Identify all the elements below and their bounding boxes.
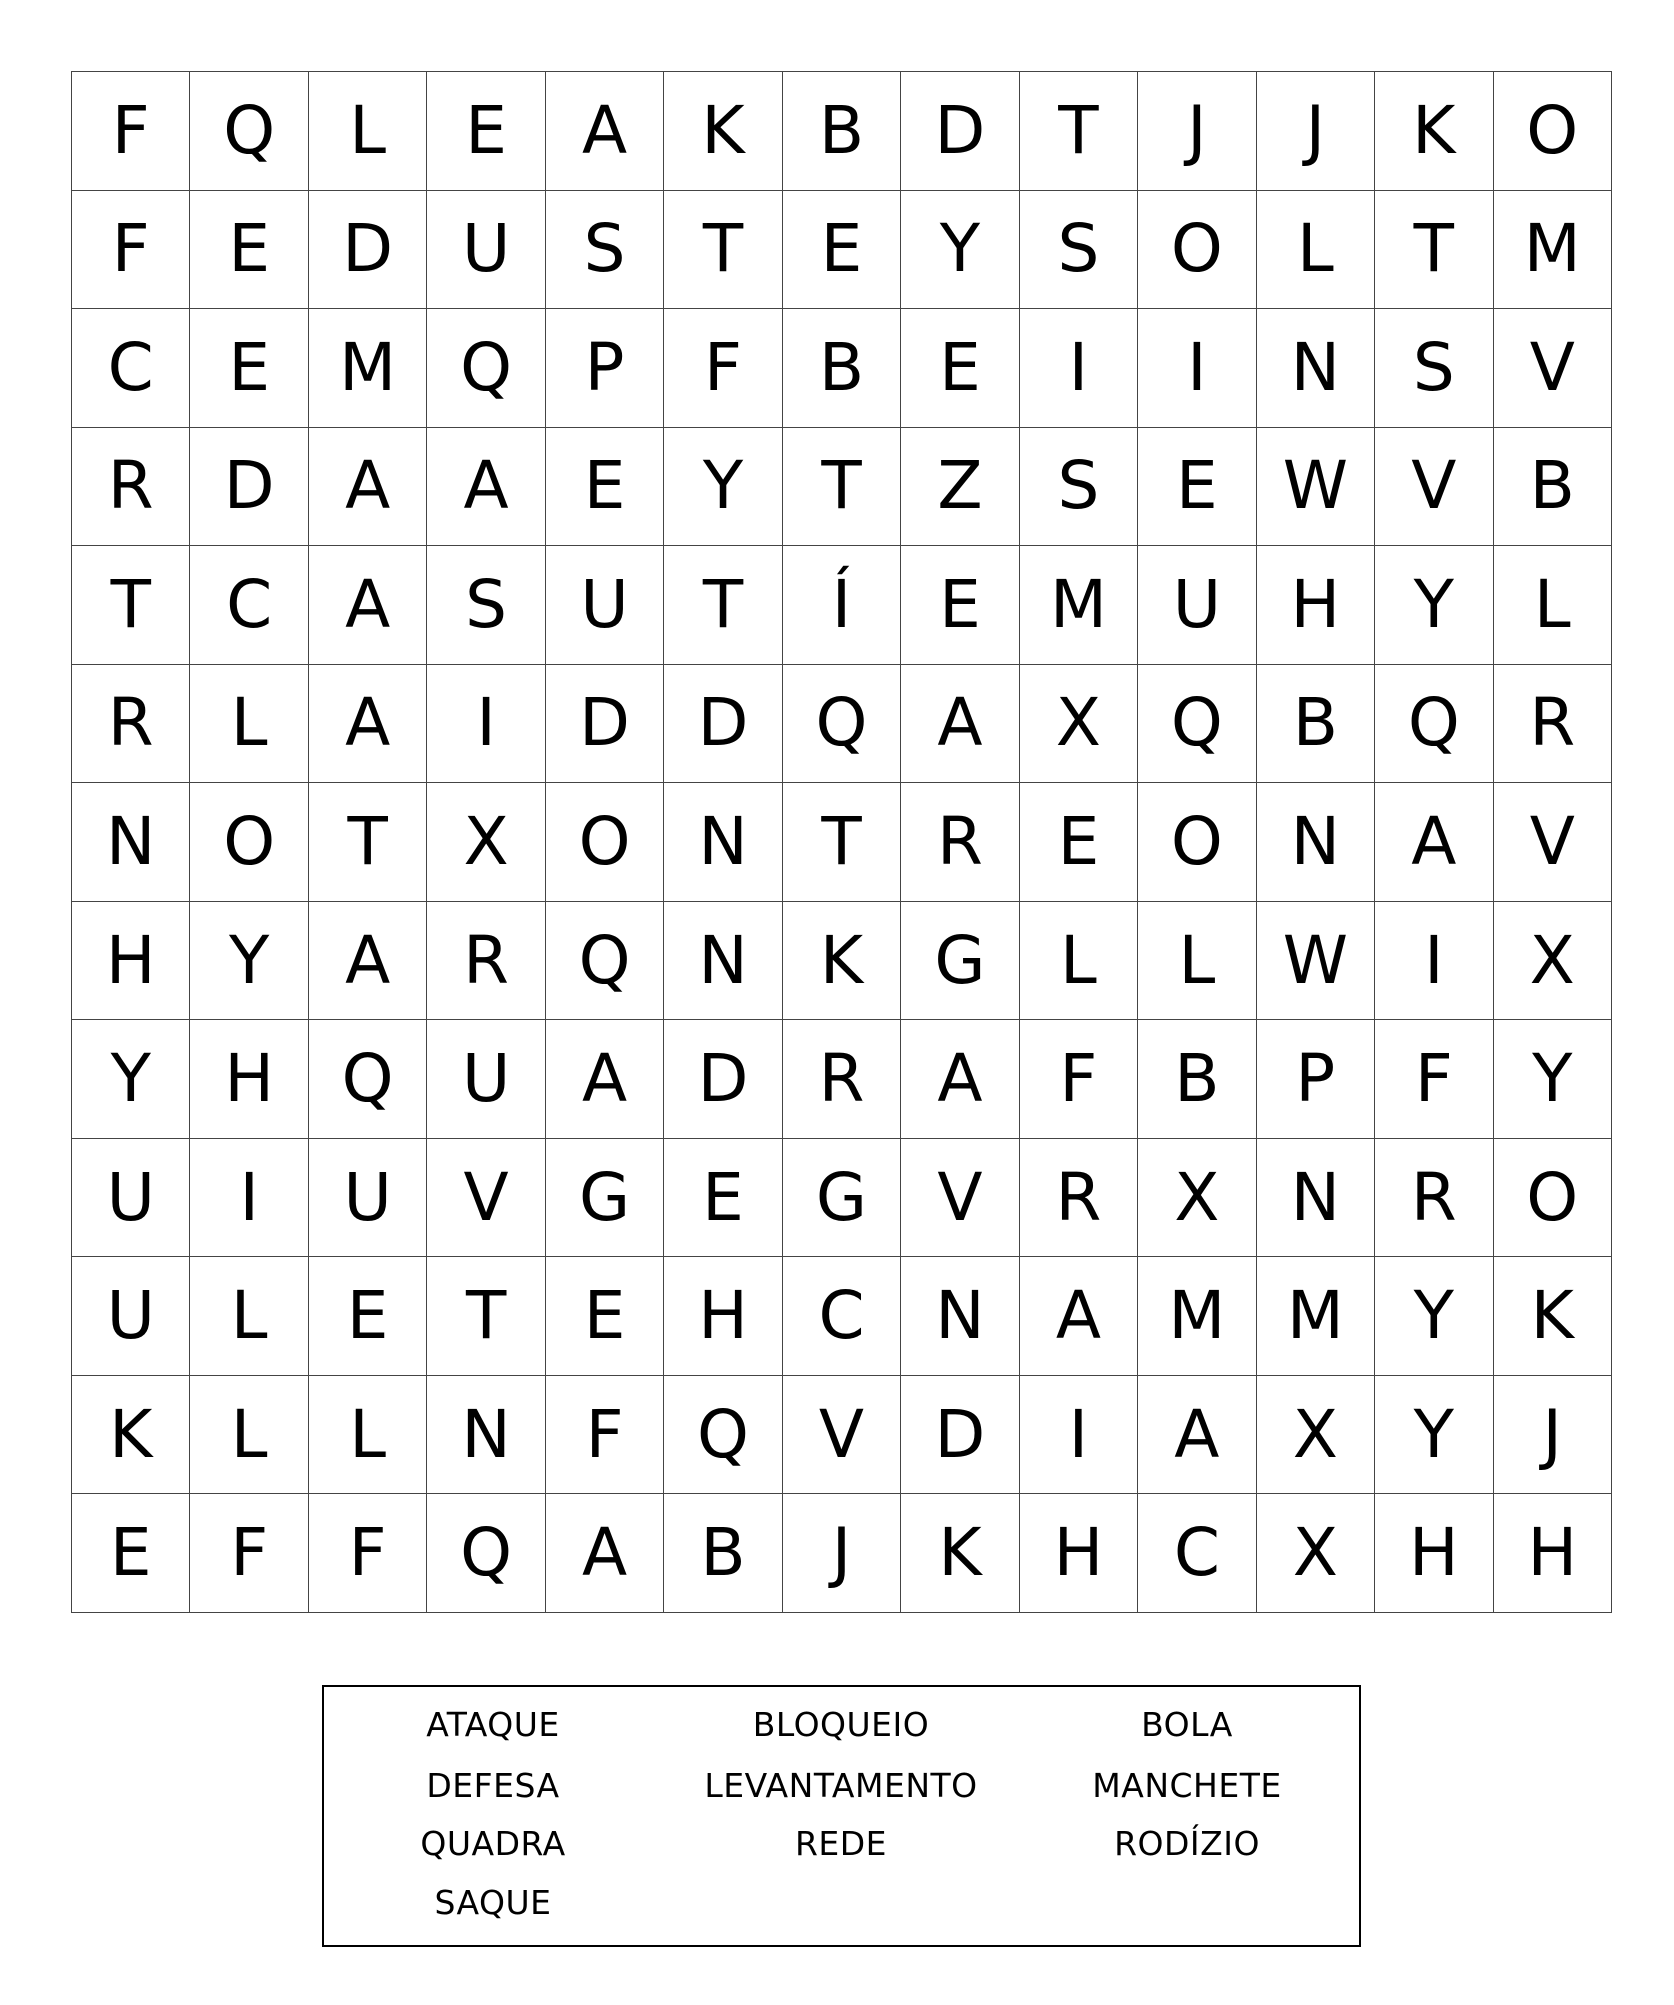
grid-cell[interactable]: L — [1494, 546, 1612, 665]
grid-cell[interactable]: E — [190, 191, 308, 310]
grid-cell[interactable]: J — [1257, 72, 1375, 191]
grid-cell[interactable]: J — [783, 1494, 901, 1613]
grid-cell[interactable]: R — [72, 428, 190, 547]
grid-cell[interactable]: H — [1375, 1494, 1493, 1613]
grid-cell[interactable]: Y — [901, 191, 1019, 310]
grid-cell[interactable]: E — [427, 72, 545, 191]
grid-cell[interactable]: N — [1257, 783, 1375, 902]
grid-cell[interactable]: E — [1020, 783, 1138, 902]
grid-cell[interactable]: F — [1375, 1020, 1493, 1139]
grid-cell[interactable]: Q — [427, 309, 545, 428]
grid-cell[interactable]: U — [427, 191, 545, 310]
grid-cell[interactable]: O — [1138, 191, 1256, 310]
grid-cell[interactable]: K — [664, 72, 782, 191]
grid-cell[interactable]: A — [1138, 1376, 1256, 1495]
word-list-box — [322, 1685, 1361, 1947]
grid-cell[interactable]: E — [664, 1139, 782, 1258]
grid-cell[interactable]: U — [72, 1139, 190, 1258]
grid-cell[interactable]: B — [1257, 665, 1375, 784]
grid-cell[interactable]: M — [1257, 1257, 1375, 1376]
grid-cell[interactable]: W — [1257, 428, 1375, 547]
grid-cell[interactable]: Y — [664, 428, 782, 547]
grid-cell[interactable]: E — [783, 191, 901, 310]
grid-cell[interactable]: E — [190, 309, 308, 428]
word-list-item: BOLA — [1141, 1705, 1233, 1744]
grid-cell[interactable]: T — [1020, 72, 1138, 191]
grid-cell[interactable]: A — [309, 546, 427, 665]
grid-cell[interactable]: A — [427, 428, 545, 547]
grid-cell[interactable]: L — [1020, 902, 1138, 1021]
grid-cell[interactable]: T — [427, 1257, 545, 1376]
grid-cell[interactable]: F — [72, 191, 190, 310]
grid-cell[interactable]: O — [1138, 783, 1256, 902]
grid-cell[interactable]: V — [783, 1376, 901, 1495]
grid-cell[interactable]: O — [1494, 1139, 1612, 1258]
grid-cell[interactable]: M — [1020, 546, 1138, 665]
grid-cell[interactable]: R — [1375, 1139, 1493, 1258]
grid-cell[interactable]: A — [901, 1020, 1019, 1139]
grid-cell[interactable]: Y — [1494, 1020, 1612, 1139]
word-list-item: SAQUE — [434, 1883, 552, 1922]
grid-cell[interactable]: K — [901, 1494, 1019, 1613]
grid-cell[interactable]: F — [664, 309, 782, 428]
grid-cell[interactable]: N — [664, 783, 782, 902]
grid-cell[interactable]: Z — [901, 428, 1019, 547]
grid-cell[interactable]: K — [1494, 1257, 1612, 1376]
grid-cell[interactable]: K — [72, 1376, 190, 1495]
grid-cell[interactable]: H — [72, 902, 190, 1021]
grid-cell[interactable]: Y — [190, 902, 308, 1021]
grid-cell[interactable]: I — [190, 1139, 308, 1258]
grid-cell[interactable]: T — [72, 546, 190, 665]
grid-cell[interactable]: C — [1138, 1494, 1256, 1613]
grid-cell[interactable]: E — [1138, 428, 1256, 547]
grid-cell[interactable]: L — [190, 1257, 308, 1376]
grid-cell[interactable]: B — [1138, 1020, 1256, 1139]
grid-cell[interactable]: E — [546, 428, 664, 547]
grid-cell[interactable]: A — [1020, 1257, 1138, 1376]
grid-cell[interactable]: D — [309, 191, 427, 310]
grid-cell[interactable]: E — [901, 309, 1019, 428]
grid-cell[interactable]: X — [1020, 665, 1138, 784]
grid-cell[interactable]: T — [1375, 191, 1493, 310]
grid-cell[interactable]: Q — [546, 902, 664, 1021]
grid-cell[interactable]: V — [1494, 309, 1612, 428]
grid-cell[interactable]: P — [546, 309, 664, 428]
grid-cell[interactable]: G — [783, 1139, 901, 1258]
grid-cell[interactable]: D — [901, 1376, 1019, 1495]
grid-cell[interactable]: X — [1257, 1494, 1375, 1613]
grid-cell[interactable]: Y — [1375, 1376, 1493, 1495]
grid-cell[interactable]: E — [72, 1494, 190, 1613]
grid-cell[interactable]: R — [1494, 665, 1612, 784]
grid-cell[interactable]: H — [190, 1020, 308, 1139]
grid-cell[interactable]: Q — [190, 72, 308, 191]
grid-cell[interactable]: F — [190, 1494, 308, 1613]
grid-cell[interactable]: U — [309, 1139, 427, 1258]
grid-cell[interactable]: D — [190, 428, 308, 547]
grid-cell[interactable]: L — [309, 1376, 427, 1495]
word-list-item: RODÍZIO — [1114, 1824, 1260, 1863]
grid-cell[interactable]: O — [1494, 72, 1612, 191]
word-list-item: BLOQUEIO — [752, 1705, 930, 1744]
grid-cell[interactable]: Q — [1375, 665, 1493, 784]
grid-cell[interactable]: S — [1375, 309, 1493, 428]
grid-cell[interactable]: E — [546, 1257, 664, 1376]
grid-cell[interactable]: X — [427, 783, 545, 902]
grid-cell[interactable]: U — [72, 1257, 190, 1376]
grid-cell[interactable]: C — [190, 546, 308, 665]
grid-cell[interactable]: F — [1020, 1020, 1138, 1139]
grid-cell[interactable]: K — [783, 902, 901, 1021]
grid-cell[interactable]: I — [427, 665, 545, 784]
grid-cell[interactable]: U — [1138, 546, 1256, 665]
grid-cell[interactable]: T — [783, 783, 901, 902]
grid-cell[interactable]: S — [546, 191, 664, 310]
grid-cell[interactable]: M — [1494, 191, 1612, 310]
grid-cell[interactable]: Q — [1138, 665, 1256, 784]
grid-cell[interactable]: T — [664, 191, 782, 310]
grid-cell[interactable]: Y — [72, 1020, 190, 1139]
grid-cell[interactable]: N — [1257, 1139, 1375, 1258]
grid-cell[interactable]: V — [1375, 428, 1493, 547]
grid-cell[interactable]: V — [901, 1139, 1019, 1258]
grid-cell[interactable]: Q — [783, 665, 901, 784]
grid-cell[interactable]: X — [1138, 1139, 1256, 1258]
grid-cell[interactable]: E — [901, 546, 1019, 665]
grid-cell[interactable]: V — [427, 1139, 545, 1258]
grid-cell[interactable]: J — [1138, 72, 1256, 191]
grid-cell[interactable]: L — [1138, 902, 1256, 1021]
grid-cell[interactable]: N — [901, 1257, 1019, 1376]
grid-cell[interactable]: N — [664, 902, 782, 1021]
grid-cell[interactable]: B — [1494, 428, 1612, 547]
grid-cell[interactable]: B — [664, 1494, 782, 1613]
grid-cell[interactable]: A — [309, 902, 427, 1021]
grid-cell[interactable]: H — [1494, 1494, 1612, 1613]
grid-cell[interactable]: A — [309, 428, 427, 547]
grid-cell[interactable]: W — [1257, 902, 1375, 1021]
grid-cell[interactable]: S — [1020, 428, 1138, 547]
grid-cell[interactable]: H — [1257, 546, 1375, 665]
grid-cell[interactable]: P — [1257, 1020, 1375, 1139]
grid-cell[interactable]: H — [1020, 1494, 1138, 1613]
grid-cell[interactable]: H — [664, 1257, 782, 1376]
grid-cell[interactable]: N — [72, 783, 190, 902]
grid-cell[interactable]: G — [901, 902, 1019, 1021]
grid-cell[interactable]: I — [1020, 309, 1138, 428]
word-list-item: ATAQUE — [426, 1705, 560, 1744]
grid-cell[interactable]: L — [190, 1376, 308, 1495]
grid-cell[interactable]: I — [1138, 309, 1256, 428]
grid-cell[interactable]: R — [72, 665, 190, 784]
grid-cell[interactable]: G — [546, 1139, 664, 1258]
grid-cell[interactable]: S — [427, 546, 545, 665]
word-list-item: MANCHETE — [1092, 1766, 1282, 1805]
grid-cell[interactable]: D — [664, 1020, 782, 1139]
grid-cell[interactable]: J — [1494, 1376, 1612, 1495]
grid-cell[interactable]: M — [1138, 1257, 1256, 1376]
grid-cell[interactable]: T — [783, 428, 901, 547]
grid-cell[interactable]: T — [664, 546, 782, 665]
grid-cell[interactable]: E — [309, 1257, 427, 1376]
grid-cell[interactable]: V — [1494, 783, 1612, 902]
grid-cell[interactable]: A — [546, 1494, 664, 1613]
grid-cell[interactable]: L — [309, 72, 427, 191]
grid-cell[interactable]: D — [546, 665, 664, 784]
grid-cell[interactable]: M — [309, 309, 427, 428]
word-list-item: QUADRA — [420, 1824, 566, 1863]
grid-cell[interactable]: D — [664, 665, 782, 784]
grid-cell[interactable]: R — [783, 1020, 901, 1139]
grid-cell[interactable]: C — [783, 1257, 901, 1376]
grid-cell[interactable]: S — [1020, 191, 1138, 310]
grid-cell[interactable]: F — [546, 1376, 664, 1495]
grid-cell[interactable]: Q — [664, 1376, 782, 1495]
grid-cell[interactable]: R — [427, 902, 545, 1021]
grid-cell[interactable]: R — [901, 783, 1019, 902]
grid-cell[interactable]: K — [1375, 72, 1493, 191]
grid-cell[interactable]: O — [190, 783, 308, 902]
grid-cell[interactable]: B — [783, 309, 901, 428]
grid-cell[interactable]: I — [1375, 902, 1493, 1021]
grid-cell[interactable]: A — [1375, 783, 1493, 902]
grid-cell[interactable]: R — [1020, 1139, 1138, 1258]
grid-cell[interactable]: A — [901, 665, 1019, 784]
grid-cell[interactable]: X — [1494, 902, 1612, 1021]
grid-cell[interactable]: Y — [1375, 546, 1493, 665]
grid-cell[interactable]: X — [1257, 1376, 1375, 1495]
grid-cell[interactable]: A — [546, 1020, 664, 1139]
grid-cell[interactable]: O — [546, 783, 664, 902]
grid-cell[interactable]: F — [309, 1494, 427, 1613]
word-list-item: REDE — [794, 1824, 888, 1863]
grid-cell[interactable]: T — [309, 783, 427, 902]
grid-cell[interactable]: Y — [1375, 1257, 1493, 1376]
word-list-item: LEVANTAMENTO — [704, 1766, 978, 1805]
grid-cell[interactable]: A — [309, 665, 427, 784]
grid-cell[interactable]: L — [1257, 191, 1375, 310]
grid-cell[interactable]: A — [546, 72, 664, 191]
grid-cell[interactable]: Í — [783, 546, 901, 665]
grid-cell[interactable]: N — [1257, 309, 1375, 428]
grid-cell[interactable]: U — [546, 546, 664, 665]
word-search-grid — [71, 71, 1612, 1613]
grid-cell[interactable]: C — [72, 309, 190, 428]
grid-cell[interactable]: U — [427, 1020, 545, 1139]
grid-cell[interactable]: D — [901, 72, 1019, 191]
grid-cell[interactable]: I — [1020, 1376, 1138, 1495]
grid-cell[interactable]: B — [783, 72, 901, 191]
grid-cell[interactable]: Q — [309, 1020, 427, 1139]
grid-cell[interactable]: Q — [427, 1494, 545, 1613]
grid-cell[interactable]: N — [427, 1376, 545, 1495]
grid-cell[interactable]: F — [72, 72, 190, 191]
word-list-item: DEFESA — [426, 1766, 560, 1805]
grid-cell[interactable]: L — [190, 665, 308, 784]
